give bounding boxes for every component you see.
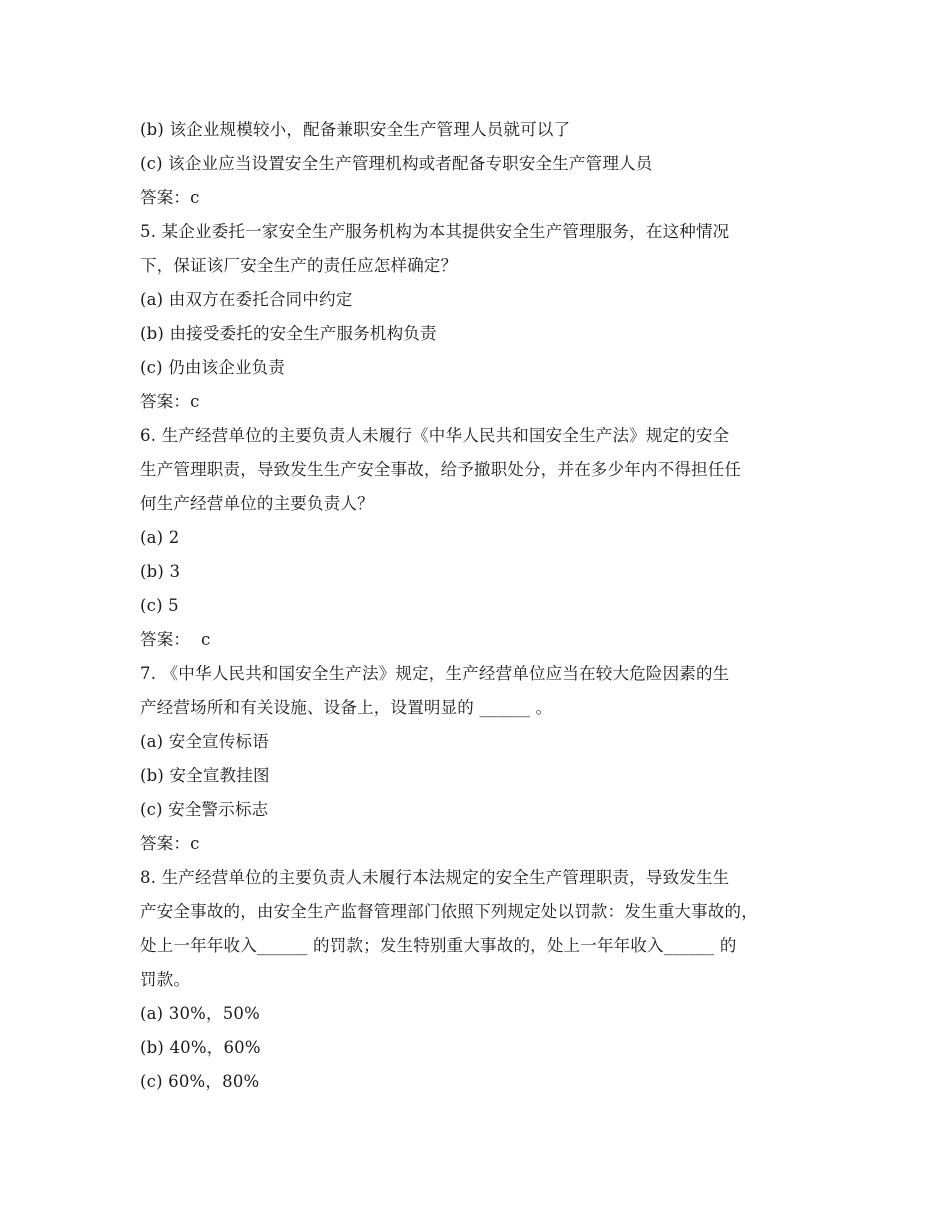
question-5-answer: 答案：c <box>140 392 200 411</box>
question-7-answer: 答案：c <box>140 834 200 853</box>
question-5-option-b: (b) 由接受委托的安全生产服务机构负责 <box>140 324 437 343</box>
question-7-option-a: (a) 安全宣传标语 <box>140 732 269 751</box>
question-8-text-cont: 产安全事故的，由安全生产监督管理部门依照下列规定处以罚款：发生重大事故的， <box>140 902 758 921</box>
question-7-option-b: (b) 安全宣教挂图 <box>140 766 270 785</box>
question-6-answer: 答案： c <box>140 630 211 649</box>
question-6-option-c: (c) 5 <box>140 596 179 615</box>
question-6-text: 6. 生产经营单位的主要负责人未履行《中华人民共和国安全生产法》规定的安全 <box>140 426 730 445</box>
question-5-text-cont: 下，保证该厂安全生产的责任应怎样确定？ <box>140 256 458 275</box>
question-8-option-a: (a) 30%，50% <box>140 1004 261 1023</box>
question-8-text-cont2: 处上一年年收入______ 的罚款；发生特别重大事故的，处上一年年收入______ 的 <box>140 936 737 955</box>
option-c-line: (c) 该企业应当设置安全生产管理机构或者配备专职安全生产管理人员 <box>140 154 653 173</box>
question-5-option-a: (a) 由双方在委托合同中约定 <box>140 290 353 309</box>
question-8-text-cont3: 罚款。 <box>140 970 191 989</box>
question-8-option-c: (c) 60%，80% <box>140 1072 260 1091</box>
question-7-option-c: (c) 安全警示标志 <box>140 800 269 819</box>
question-8-option-b: (b) 40%，60% <box>140 1038 261 1057</box>
answer-line: 答案：c <box>140 188 200 207</box>
question-6-option-a: (a) 2 <box>140 528 180 547</box>
question-5-text: 5. 某企业委托一家安全生产服务机构为本其提供安全生产管理服务，在这种情况 <box>140 222 730 241</box>
question-6-text-cont2: 何生产经营单位的主要负责人？ <box>140 494 374 513</box>
document-body <box>140 113 820 1099</box>
question-5-option-c: (c) 仍由该企业负责 <box>140 358 286 377</box>
question-6-text-cont: 生产管理职责，导致发生生产安全事故，给予撤职处分，并在多少年内不得担任任 <box>140 460 742 479</box>
question-7-text-cont: 产经营场所和有关设施、设备上，设置明显的 ______ 。 <box>140 698 553 717</box>
option-b-line: (b) 该企业规模较小，配备兼职安全生产管理人员就可以了 <box>140 120 571 139</box>
question-8-text: 8. 生产经营单位的主要负责人未履行本法规定的安全生产管理职责，导致发生生 <box>140 868 730 887</box>
question-6-option-b: (b) 3 <box>140 562 181 581</box>
question-7-text: 7. 《中华人民共和国安全生产法》规定，生产经营单位应当在较大危险因素的生 <box>140 664 730 683</box>
